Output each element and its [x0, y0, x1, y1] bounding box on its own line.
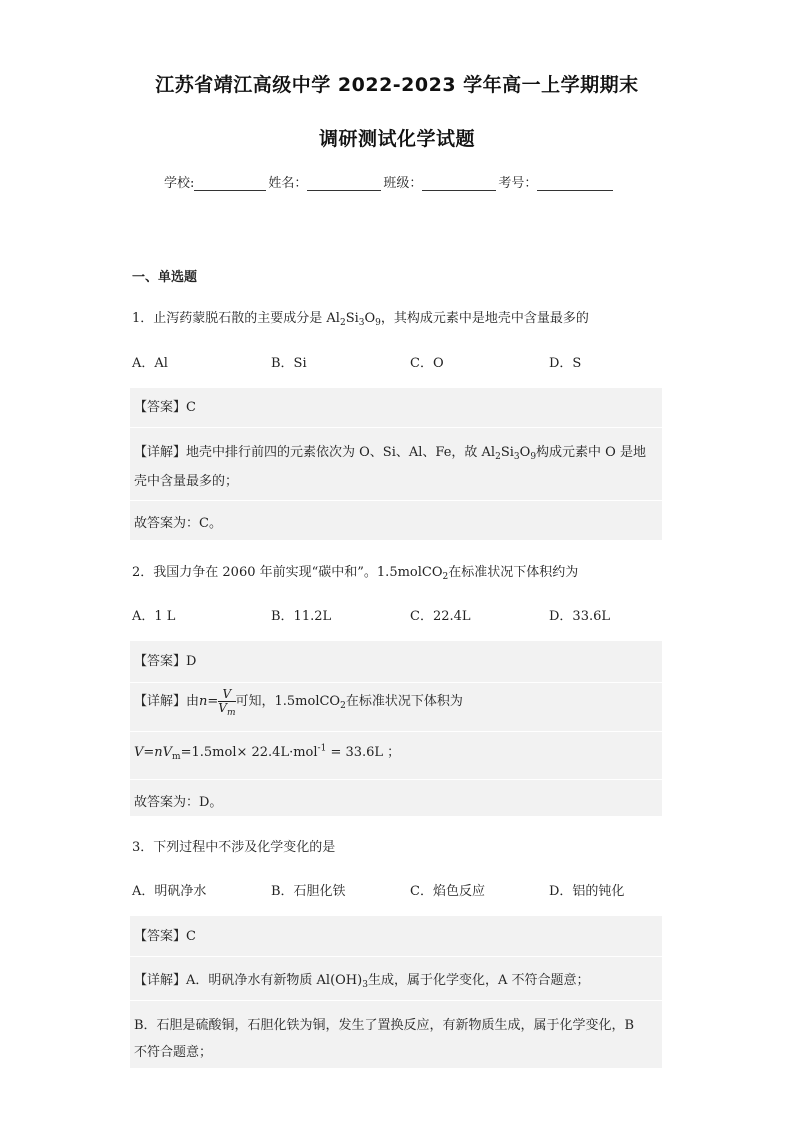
question-2-answer-box [130, 641, 662, 816]
option-b: B．Si [271, 356, 307, 371]
option-b: B．石胆化铁 [271, 884, 346, 899]
question-3-stem: 3．下列过程中不涉及化学变化的是 [132, 840, 336, 855]
option-d: D．33.6L [549, 609, 611, 624]
answer-label: 【答案】D [134, 654, 197, 669]
answer-label: 【答案】C [134, 929, 196, 944]
name-label: 姓名： [268, 176, 308, 191]
conclusion: 故答案为：C。 [134, 516, 222, 531]
section-title: 一、单选题 [132, 270, 198, 285]
option-b: B．11.2L [271, 609, 332, 624]
detail-line: 【详解】地壳中排行前四的元素依次为 O、Si、Al、Fe，故 $Al_2Si_3O_9$构成元素中 O 是地 [134, 445, 646, 462]
school-label: 学校: [164, 176, 195, 191]
option-a: A．明矾净水 [132, 884, 207, 899]
question-1-answer-box [130, 388, 662, 540]
document-title-line2: 调研测试化学试题 [318, 128, 475, 150]
name-blank [307, 176, 381, 191]
question-2-stem: 2．我国力争在 2060 年前实现“碳中和”。1.5molCO$_2$在标准状况下体积约为 [132, 565, 579, 582]
school-blank [194, 176, 266, 191]
question-1-stem: 1．止泻药蒙脱石散的主要成分是 $Al_2Si_3O_9$，其构成元素中是地壳中含量最多的 [132, 311, 589, 328]
class-blank [422, 176, 496, 191]
class-label: 班级： [383, 176, 423, 191]
detail-line-3: 不符合题意； [134, 1045, 213, 1060]
formula-fraction: $\frac{V}{V_m}$ [218, 687, 236, 718]
option-a: A．1 L [132, 609, 176, 624]
conclusion: 故答案为：D。 [134, 795, 223, 810]
question-3-answer-box [130, 916, 662, 1068]
detail-line-2: B．石胆是硫酸铜，石胆化铁为铜，发生了置换反应，有新物质生成，属于化学变化，B [134, 1018, 635, 1033]
option-c: C．O [410, 356, 444, 371]
student-info-line [164, 172, 644, 191]
calculation-line: $V=nV_m=1.5mol\times 22.4L\cdot mol^{-1} = 33.6L$ ； [134, 743, 401, 762]
option-d: D．铝的钝化 [549, 884, 625, 899]
answer-label: 【答案】C [134, 400, 196, 415]
detail-line: 【详解】由n= $\frac{V}{V_m}$ 可知，1.5molCO$_2$在标准状况下体积为 [134, 687, 463, 718]
exam-number-label: 考号： [498, 176, 538, 191]
detail-line-2: 壳中含量最多的； [134, 474, 239, 489]
option-c: C．焰色反应 [410, 884, 485, 899]
option-c: C．22.4L [410, 609, 471, 624]
document-title-line1: 江苏省靖江高级中学 2022-2023 学年高一上学期期末 [155, 74, 639, 96]
option-d: D．S [549, 356, 582, 371]
option-a: A．Al [132, 356, 168, 371]
detail-line: 【详解】A．明矾净水有新物质 $Al(OH)_3$生成，属于化学变化，A 不符合题意； [134, 973, 590, 990]
exam-number-blank [537, 176, 613, 191]
